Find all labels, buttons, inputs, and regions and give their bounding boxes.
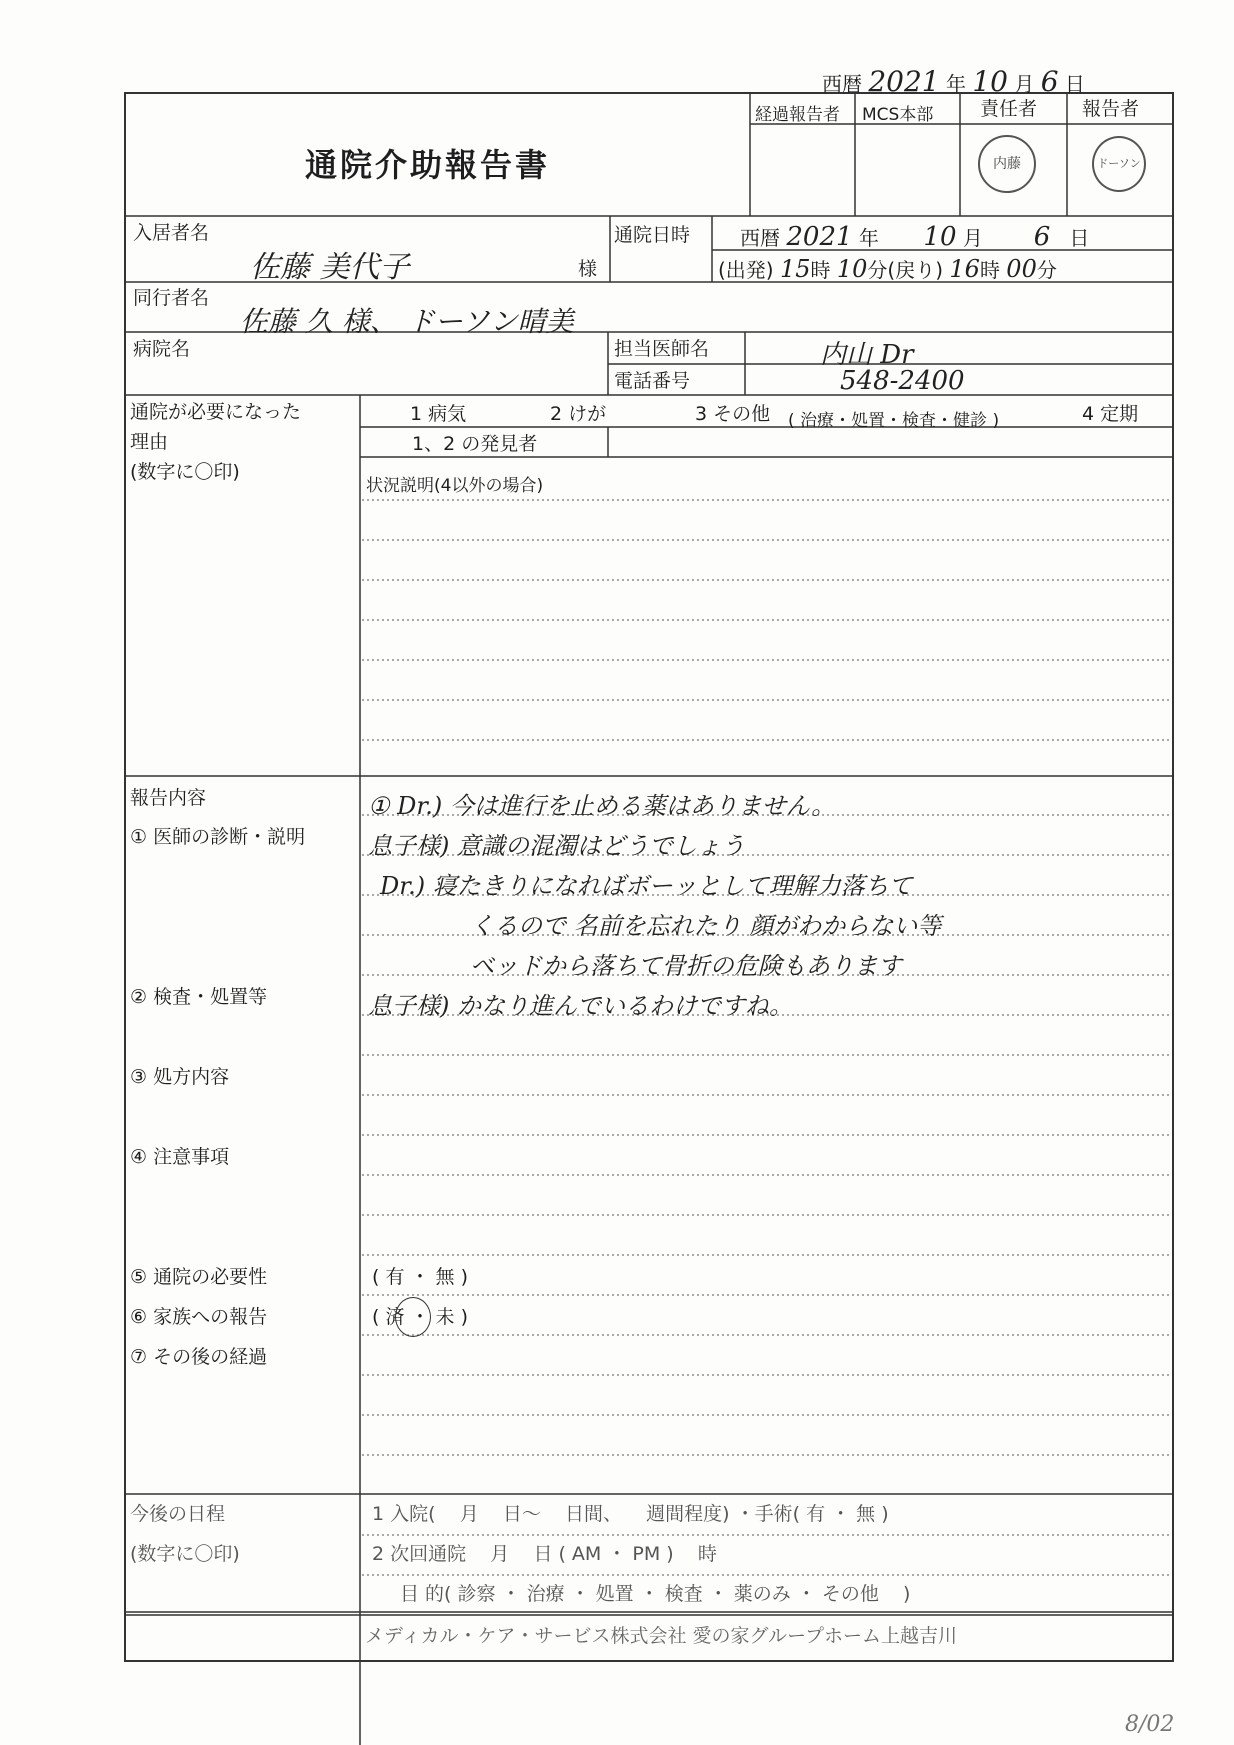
- return-hour: 16: [949, 255, 980, 283]
- report-line: 息子様) 意識の混濁はどうでしょう: [368, 832, 745, 860]
- report-line: Dr.) 寝たきりになればボーッとして理解力落ちて: [380, 872, 913, 900]
- visit-year: 2021: [786, 222, 853, 252]
- visit-month-unit: 月: [962, 226, 983, 250]
- date-prefix: 西暦: [822, 72, 862, 96]
- date-year: 2021: [868, 65, 940, 98]
- depart-min-unit: 分: [867, 258, 888, 282]
- date-year-unit: 年: [945, 72, 966, 96]
- date-month: 10: [972, 65, 1008, 98]
- depart-hour: 15: [779, 255, 811, 283]
- report-item-family: ⑥ 家族への報告: [130, 1306, 268, 1328]
- return-min: 00: [1006, 255, 1037, 283]
- report-item-necessity: ⑤ 通院の必要性: [130, 1266, 268, 1288]
- approval-col-mcs: MCS本部: [862, 105, 934, 125]
- form-title: 通院介助報告書: [305, 146, 551, 184]
- visit-label: 通院日時: [614, 224, 691, 246]
- visit-day: 6: [1033, 222, 1051, 252]
- report-line: ベッドから落ちて骨折の危険もあります: [470, 952, 902, 980]
- report-line: くるので 名前を忘れたり 顔がわからない等: [470, 912, 942, 940]
- resident-name: 佐藤 美代子: [250, 250, 410, 285]
- visit-times: [718, 257, 1057, 281]
- report-title: 報告内容: [130, 787, 207, 809]
- reason-option-other-detail: ( 治療・処置・検査・健診 ): [788, 411, 1000, 431]
- phone-label: 電話番号: [614, 370, 691, 392]
- depart-min: 10: [836, 255, 868, 283]
- visit-prefix: 西暦: [740, 226, 780, 250]
- doctor-label: 担当医師名: [614, 338, 710, 360]
- depart-hour-unit: 時: [810, 258, 831, 282]
- schedule-note: (数字に〇印): [130, 1543, 240, 1565]
- family-report-choice: ( 済 ・ 未 ): [372, 1306, 468, 1328]
- return-label: (戻り): [887, 258, 944, 282]
- reason-option-illness: 1 病気: [410, 403, 467, 425]
- return-hour-unit: 時: [979, 258, 1000, 282]
- report-item-tests: ② 検査・処置等: [130, 986, 268, 1008]
- date-month-unit: 月: [1014, 72, 1035, 96]
- date-day-unit: 日: [1064, 72, 1085, 96]
- report-item-diagnosis: ① 医師の診断・説明: [130, 826, 306, 848]
- finder-label: 1、2 の発見者: [412, 433, 538, 455]
- top-date: [822, 65, 1085, 98]
- companion-value: 佐藤 久 様、 ドーソン晴美: [240, 305, 574, 338]
- report-item-followup: ⑦ その後の経過: [130, 1346, 268, 1368]
- date-day: 6: [1040, 65, 1059, 98]
- schedule-label: 今後の日程: [130, 1503, 226, 1525]
- schedule-row-purpose: 目 的( 診察 ・ 治療 ・ 処置 ・ 検査 ・ 薬のみ ・ その他 ): [400, 1583, 911, 1605]
- reporter-stamp: ドーソン: [1092, 136, 1146, 192]
- visit-day-unit: 日: [1069, 226, 1090, 250]
- phone-value: 548-2400: [840, 366, 965, 396]
- depart-label: (出発): [718, 258, 774, 282]
- resident-label: 入居者名: [133, 222, 210, 244]
- reason-option-regular: 4 定期: [1082, 403, 1139, 425]
- approval-col-manager: 責任者: [980, 98, 1038, 120]
- family-report-circle: [395, 1297, 431, 1337]
- companion-label: 同行者名: [133, 287, 210, 309]
- reason-label-2: 理由: [130, 431, 169, 453]
- visit-month: 10: [923, 222, 957, 252]
- reason-label-3: (数字に〇印): [130, 461, 240, 483]
- visit-date: [740, 224, 1089, 250]
- page-note: 8/02: [1125, 1712, 1175, 1737]
- report-line: ① Dr.) 今は進行を止める薬はありません。: [368, 792, 836, 820]
- company-footer: メディカル・ケア・サービス株式会社 愛の家グループホーム上越吉川: [365, 1625, 958, 1647]
- reason-label-1: 通院が必要になった: [130, 401, 302, 423]
- report-item-prescription: ③ 処方内容: [130, 1066, 230, 1088]
- necessity-choice: ( 有 ・ 無 ): [372, 1266, 468, 1288]
- reason-option-other: 3 その他: [695, 403, 771, 425]
- visit-year-unit: 年: [858, 226, 879, 250]
- approval-col-progress: 経過報告者: [755, 105, 840, 125]
- situation-label: 状況説明(4以外の場合): [366, 476, 544, 496]
- report-line: 息子様) かなり進んでいるわけですね。: [368, 992, 793, 1020]
- hospital-label: 病院名: [133, 338, 191, 360]
- approval-col-reporter: 報告者: [1082, 98, 1140, 120]
- reason-option-injury: 2 けが: [550, 403, 607, 425]
- schedule-row-hospitalization: 1 入院( 月 日〜 日間、 週間程度) ・手術( 有 ・ 無 ): [372, 1503, 889, 1525]
- doctor-value: 内山 Dr: [820, 340, 914, 370]
- return-min-unit: 分: [1036, 258, 1057, 282]
- report-item-notes: ④ 注意事項: [130, 1146, 230, 1168]
- schedule-row-next-visit: 2 次回通院 月 日 ( AM ・ PM ) 時: [372, 1543, 717, 1565]
- manager-stamp: 内藤: [978, 135, 1036, 193]
- resident-suffix: 様: [578, 258, 598, 280]
